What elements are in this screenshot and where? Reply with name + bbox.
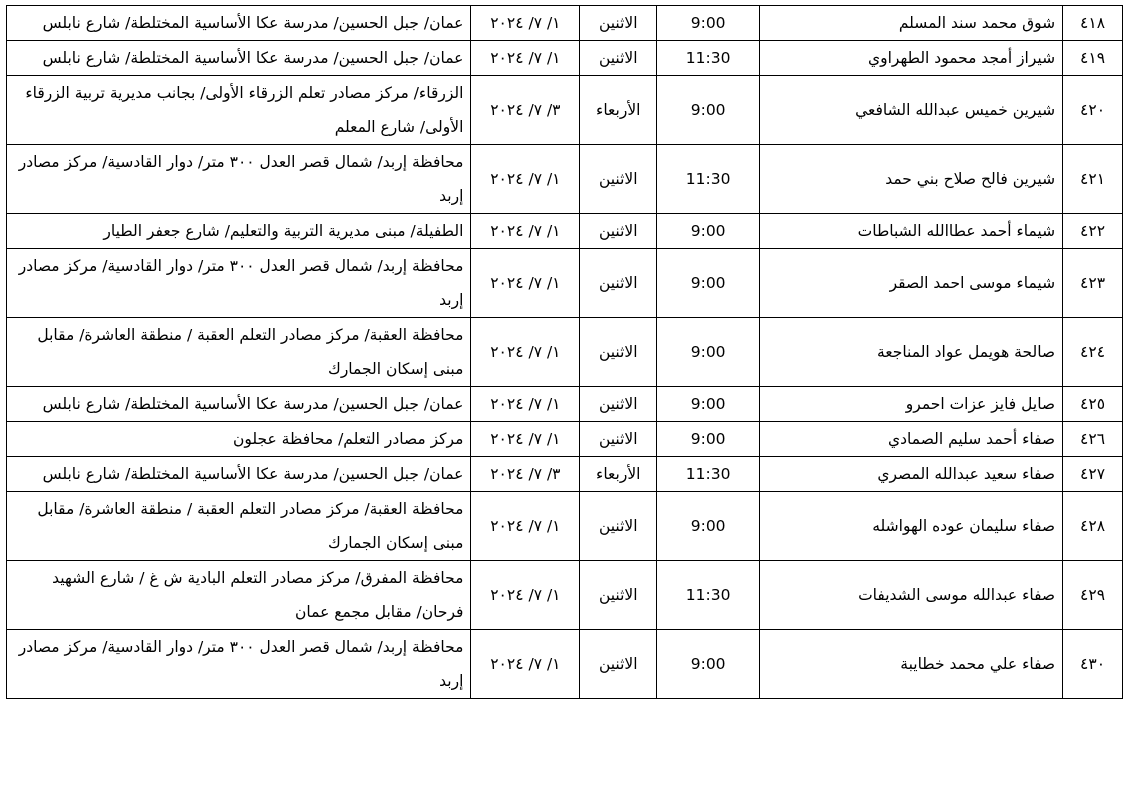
- day-cell: الأربعاء: [580, 457, 657, 492]
- table-row: [7, 214, 1123, 249]
- day-cell: الاثنين: [580, 422, 657, 457]
- row-number-cell: ٤٢٠: [1063, 76, 1123, 145]
- row-number-cell: ٤٢١: [1063, 145, 1123, 214]
- day-cell: الأربعاء: [580, 76, 657, 145]
- table-row: [7, 492, 1123, 561]
- table-row: [7, 630, 1123, 699]
- date-cell: ١/ ٧/ ٢٠٢٤: [471, 387, 580, 422]
- time-cell: 9:00: [657, 214, 760, 249]
- table-row: [7, 145, 1123, 214]
- date-cell: ١/ ٧/ ٢٠٢٤: [471, 214, 580, 249]
- day-cell: الاثنين: [580, 249, 657, 318]
- schedule-body: [7, 6, 1123, 699]
- table-row: [7, 41, 1123, 76]
- time-cell: 11:30: [657, 561, 760, 630]
- location-cell: محافظة إربد/ شمال قصر العدل ٣٠٠ متر/ دوار القادسية/ مركز مصادر إربد: [7, 249, 471, 318]
- date-cell: ١/ ٧/ ٢٠٢٤: [471, 145, 580, 214]
- name-cell: شوق محمد سند المسلم: [760, 6, 1063, 41]
- time-cell: 9:00: [657, 630, 760, 699]
- time-cell: 9:00: [657, 318, 760, 387]
- day-cell: الاثنين: [580, 41, 657, 76]
- name-cell: شيماء أحمد عطاالله الشباطات: [760, 214, 1063, 249]
- table-row: [7, 76, 1123, 145]
- date-cell: ١/ ٧/ ٢٠٢٤: [471, 630, 580, 699]
- table-row: [7, 422, 1123, 457]
- time-cell: 11:30: [657, 41, 760, 76]
- table-row: [7, 6, 1123, 41]
- time-cell: 9:00: [657, 6, 760, 41]
- name-cell: صالحة هويمل عواد المناجعة: [760, 318, 1063, 387]
- day-cell: الاثنين: [580, 630, 657, 699]
- name-cell: صفاء أحمد سليم الصمادي: [760, 422, 1063, 457]
- row-number-cell: ٤١٩: [1063, 41, 1123, 76]
- name-cell: شيرين فالح صلاح بني حمد: [760, 145, 1063, 214]
- location-cell: الطفيلة/ مبنى مديرية التربية والتعليم/ شارع جعفر الطيار: [7, 214, 471, 249]
- location-cell: محافظة العقبة/ مركز مصادر التعلم العقبة / منطقة العاشرة/ مقابل مبنى إسكان الجمارك: [7, 318, 471, 387]
- location-cell: عمان/ جبل الحسين/ مدرسة عكا الأساسية المختلطة/ شارع نابلس: [7, 6, 471, 41]
- day-cell: الاثنين: [580, 492, 657, 561]
- row-number-cell: ٤٢٢: [1063, 214, 1123, 249]
- time-cell: 9:00: [657, 387, 760, 422]
- row-number-cell: ٤٢٩: [1063, 561, 1123, 630]
- time-cell: 9:00: [657, 422, 760, 457]
- name-cell: شيماء موسى احمد الصقر: [760, 249, 1063, 318]
- location-cell: عمان/ جبل الحسين/ مدرسة عكا الأساسية المختلطة/ شارع نابلس: [7, 457, 471, 492]
- day-cell: الاثنين: [580, 214, 657, 249]
- location-cell: مركز مصادر التعلم/ محافظة عجلون: [7, 422, 471, 457]
- location-cell: عمان/ جبل الحسين/ مدرسة عكا الأساسية المختلطة/ شارع نابلس: [7, 41, 471, 76]
- schedule-table: [6, 5, 1123, 699]
- row-number-cell: ٤١٨: [1063, 6, 1123, 41]
- name-cell: صفاء سعيد عبدالله المصري: [760, 457, 1063, 492]
- date-cell: ١/ ٧/ ٢٠٢٤: [471, 318, 580, 387]
- time-cell: 9:00: [657, 492, 760, 561]
- table-row: [7, 249, 1123, 318]
- day-cell: الاثنين: [580, 145, 657, 214]
- date-cell: ١/ ٧/ ٢٠٢٤: [471, 422, 580, 457]
- row-number-cell: ٤٣٠: [1063, 630, 1123, 699]
- date-cell: ١/ ٧/ ٢٠٢٤: [471, 249, 580, 318]
- location-cell: محافظة المفرق/ مركز مصادر التعلم البادية ش غ / شارع الشهيد فرحان/ مقابل مجمع عمان: [7, 561, 471, 630]
- table-row: [7, 318, 1123, 387]
- time-cell: 9:00: [657, 76, 760, 145]
- date-cell: ١/ ٧/ ٢٠٢٤: [471, 492, 580, 561]
- location-cell: الزرقاء/ مركز مصادر تعلم الزرقاء الأولى/ بجانب مديرية تربية الزرقاء الأولى/ شارع المعلم: [7, 76, 471, 145]
- location-cell: محافظة إربد/ شمال قصر العدل ٣٠٠ متر/ دوار القادسية/ مركز مصادر إربد: [7, 145, 471, 214]
- time-cell: 9:00: [657, 249, 760, 318]
- row-number-cell: ٤٢٥: [1063, 387, 1123, 422]
- location-cell: محافظة العقبة/ مركز مصادر التعلم العقبة / منطقة العاشرة/ مقابل مبنى إسكان الجمارك: [7, 492, 471, 561]
- row-number-cell: ٤٢٤: [1063, 318, 1123, 387]
- row-number-cell: ٤٢٧: [1063, 457, 1123, 492]
- time-cell: 11:30: [657, 457, 760, 492]
- name-cell: صفاء سليمان عوده الهواشله: [760, 492, 1063, 561]
- row-number-cell: ٤٢٦: [1063, 422, 1123, 457]
- name-cell: صفاء عبدالله موسى الشديفات: [760, 561, 1063, 630]
- date-cell: ١/ ٧/ ٢٠٢٤: [471, 561, 580, 630]
- day-cell: الاثنين: [580, 387, 657, 422]
- table-row: [7, 457, 1123, 492]
- name-cell: شيراز أمجد محمود الطهراوي: [760, 41, 1063, 76]
- name-cell: صايل فايز عزات احمرو: [760, 387, 1063, 422]
- date-cell: ٣/ ٧/ ٢٠٢٤: [471, 76, 580, 145]
- location-cell: عمان/ جبل الحسين/ مدرسة عكا الأساسية المختلطة/ شارع نابلس: [7, 387, 471, 422]
- name-cell: شيرين خميس عبدالله الشافعي: [760, 76, 1063, 145]
- date-cell: ٣/ ٧/ ٢٠٢٤: [471, 457, 580, 492]
- location-cell: محافظة إربد/ شمال قصر العدل ٣٠٠ متر/ دوار القادسية/ مركز مصادر إربد: [7, 630, 471, 699]
- name-cell: صفاء علي محمد خطايبة: [760, 630, 1063, 699]
- time-cell: 11:30: [657, 145, 760, 214]
- day-cell: الاثنين: [580, 561, 657, 630]
- day-cell: الاثنين: [580, 318, 657, 387]
- day-cell: الاثنين: [580, 6, 657, 41]
- row-number-cell: ٤٢٣: [1063, 249, 1123, 318]
- table-row: [7, 561, 1123, 630]
- row-number-cell: ٤٢٨: [1063, 492, 1123, 561]
- table-row: [7, 387, 1123, 422]
- date-cell: ١/ ٧/ ٢٠٢٤: [471, 41, 580, 76]
- date-cell: ١/ ٧/ ٢٠٢٤: [471, 6, 580, 41]
